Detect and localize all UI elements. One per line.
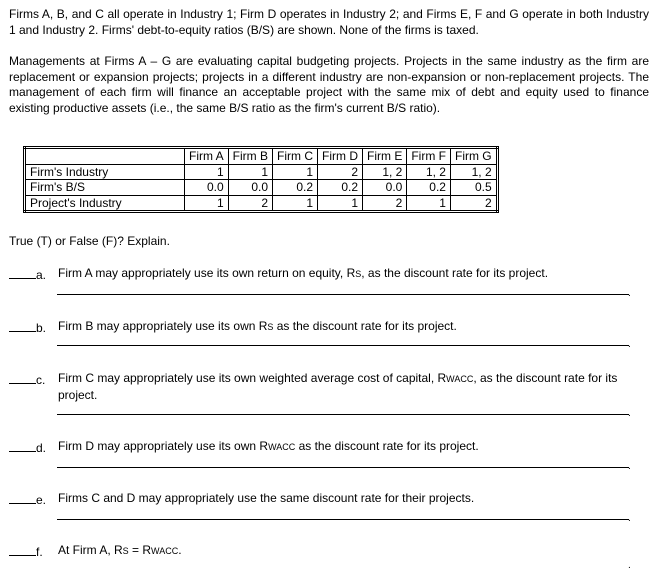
table-cell: 2 (228, 195, 272, 212)
answer-blank[interactable] (9, 319, 36, 332)
question-letter: b. (36, 321, 47, 335)
header-firm-g: Firm G (450, 148, 497, 165)
table-cell: 1 (228, 164, 272, 180)
intro-paragraph-1: Firms A, B, and C all operate in Industry 1; Firm D operates in Industry 2; and Firms E, F and G operate in both Industry 1 and Industry 2. Firms' debt-to-equity ratios (B/S) are shown. None of the firms is taxed. (9, 7, 649, 37)
table-cell: 1, 2 (407, 164, 451, 180)
firm-data-table (23, 146, 499, 213)
question-text: Firm C may appropriately use its own weighted average cost of capital, RWACC, as the discount rate for its project. (58, 371, 618, 402)
table-cell: 1, 2 (450, 164, 497, 180)
question-letter: e. (36, 493, 47, 507)
explanation-line[interactable] (57, 519, 629, 520)
table-header-row (25, 148, 498, 165)
question-letter: c. (36, 373, 46, 387)
questions-instructions: True (T) or False (F)? Explain. (9, 234, 170, 248)
answer-blank[interactable] (9, 439, 36, 452)
table-cell: 0.5 (450, 180, 497, 196)
line-end-mark: . (628, 513, 631, 524)
answer-blank[interactable] (9, 543, 36, 556)
answer-blank[interactable] (9, 371, 36, 384)
row-label: Firm's Industry (25, 164, 185, 180)
answer-blank[interactable] (9, 491, 36, 504)
row-label: Firm's B/S (25, 180, 185, 196)
table-cell: 0.2 (407, 180, 451, 196)
question-text: Firm A may appropriately use its own return on equity, RS, as the discount rate for its project. (58, 266, 549, 280)
question-a (9, 266, 649, 284)
header-firm-e: Firm E (363, 148, 407, 165)
header-firm-c: Firm C (273, 148, 318, 165)
question-text: At Firm A, RS = RWACC. (58, 543, 182, 557)
question-letter: a. (36, 268, 47, 282)
line-end-mark: . (628, 560, 631, 571)
table-cell: 0.0 (363, 180, 407, 196)
line-end-mark: . (628, 461, 631, 472)
question-text: Firms C and D may appropriately use the same discount rate for their projects. (58, 491, 475, 505)
question-b (9, 319, 649, 337)
table-row (25, 195, 498, 212)
table-cell: 0.2 (318, 180, 363, 196)
explanation-line[interactable] (57, 294, 629, 295)
answer-blank[interactable] (9, 266, 36, 279)
header-firm-a: Firm A (185, 148, 229, 165)
header-firm-d: Firm D (318, 148, 363, 165)
table-cell: 2 (363, 195, 407, 212)
question-c (9, 371, 649, 402)
table-cell: 1 (273, 164, 318, 180)
question-letter: f. (36, 545, 43, 559)
question-d (9, 439, 649, 457)
table-cell: 1 (407, 195, 451, 212)
table-cell: 1 (185, 164, 229, 180)
explanation-line[interactable] (57, 414, 629, 415)
table-cell: 0.0 (185, 180, 229, 196)
question-e (9, 491, 649, 509)
line-end-mark: . (628, 288, 631, 299)
question-f (9, 543, 649, 561)
header-firm-f: Firm F (407, 148, 451, 165)
table-cell: 0.0 (228, 180, 272, 196)
question-text: Firm D may appropriately use its own RWACC as the discount rate for its project. (58, 439, 479, 453)
table-cell: 1, 2 (363, 164, 407, 180)
line-end-mark: . (628, 339, 631, 350)
table-cell: 1 (185, 195, 229, 212)
table-corner (25, 148, 185, 165)
table-cell: 2 (450, 195, 497, 212)
explanation-line[interactable] (57, 467, 629, 468)
table-row (25, 180, 498, 196)
question-text: Firm B may appropriately use its own RS as the discount rate for its project. (58, 319, 457, 333)
table-cell: 0.2 (273, 180, 318, 196)
intro-paragraph-2: Managements at Firms A – G are evaluating capital budgeting projects. Projects in the same industry as the firm are replacement or expansion projects; projects in a different industry are non-expansion or non-replacement projects. The management of each firm will finance an acceptable project with the same mix of debt and equity used to finance existing productive assets (i.e., the same B/S ratio as the firm's current B/S ratio). (9, 54, 649, 115)
header-firm-b: Firm B (228, 148, 272, 165)
table-row (25, 164, 498, 180)
line-end-mark: . (628, 408, 631, 419)
table-cell: 1 (273, 195, 318, 212)
table-cell: 2 (318, 164, 363, 180)
row-label: Project's Industry (25, 195, 185, 212)
table-cell: 1 (318, 195, 363, 212)
explanation-line[interactable] (57, 345, 629, 346)
question-letter: d. (36, 441, 47, 455)
